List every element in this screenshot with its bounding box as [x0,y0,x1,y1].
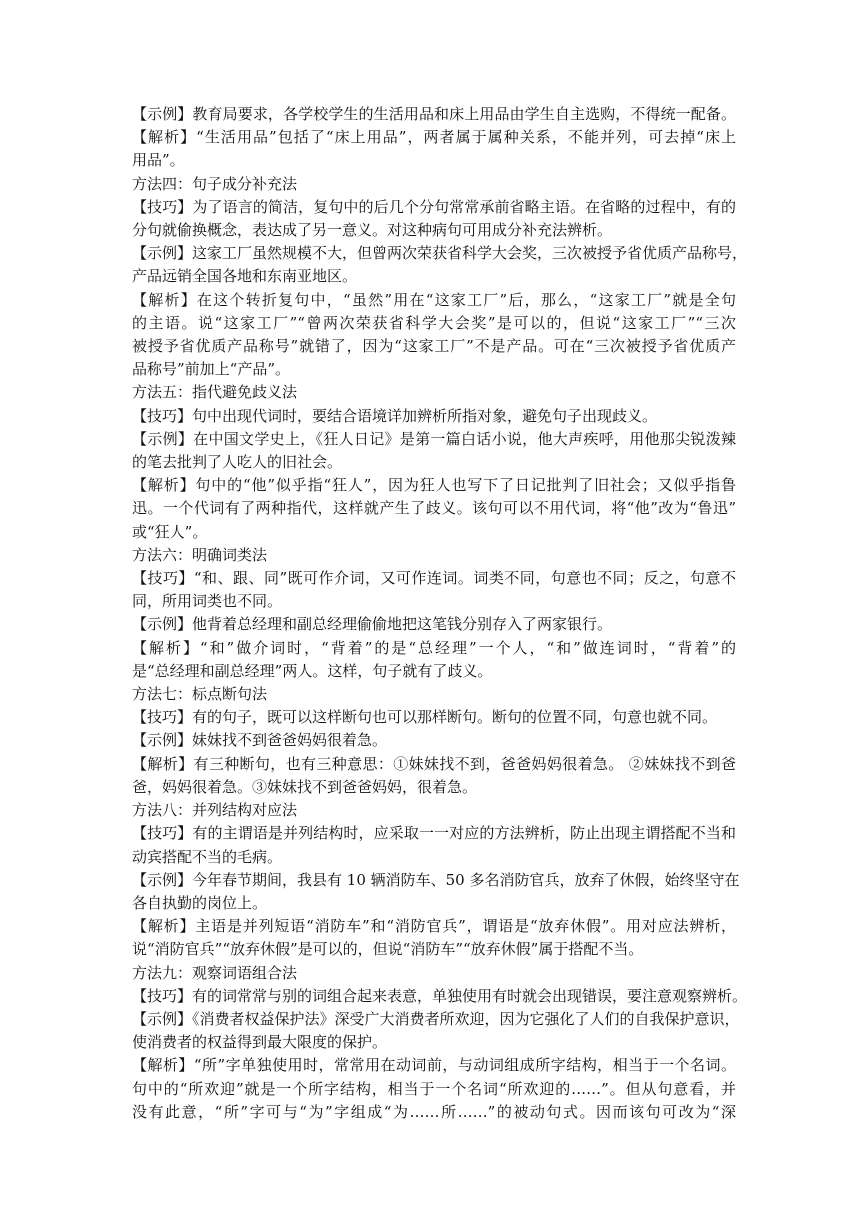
text-line: 分句就偷换概念，表达成了另一意义。对这种病句可用成分补充法辨析。 [132,221,613,240]
method-heading: 方法九：观察词语组合法 [132,963,298,982]
text-line: 产品远销全国各地和东南亚地区。 [132,267,358,286]
text-line: 说“消防官兵”“放弃休假”是可以的，但说“消防车”“放弃休假”属于搭配不当。 [132,940,644,959]
text-line: 用品”。 [132,151,185,170]
method-heading: 方法八：并列结构对应法 [132,801,298,820]
text-line: 动宾搭配不当的毛病。 [132,847,283,866]
text-line: 【技巧】句中出现代词时，要结合语境详加辨析所指对象，避免句子出现歧义。 [132,406,658,425]
text-line: 【技巧】为了语言的简洁，复句中的后几个分句常常承前省略主语。在省略的过程中，有的 [132,197,736,216]
text-line: 【技巧】有的主谓语是并列结构时，应采取一一对应的方法辨析，防止出现主谓搭配不当和 [132,824,736,843]
method-heading: 方法四：句子成分补充法 [132,174,298,193]
text-line: 【解析】“生活用品”包括了“床上用品”，两者属于属种关系，不能并列，可去掉“床上 [132,128,736,147]
text-line: 【示例】妹妹找不到爸爸妈妈很着急。 [132,731,388,750]
text-line: 【示例】这家工厂虽然规模不大，但曾两次荣获省科学大会奖，三次被授予省优质产品称号， [132,244,748,263]
text-line: 【示例】在中国文学史上，《狂人日记》是第一篇白话小说，他大声疾呼，用他那尖锐泼辣 [132,429,736,448]
text-line: 的主语。说“这家工厂”“曾两次荣获省科学大会奖”是可以的，但说“这家工厂”“三次 [132,313,736,332]
text-line: 同，所用词类也不同。 [132,592,283,611]
text-line: 【解析】“和”做介词时，“背着”的是“总经理”一个人，“和”做连词时，“背着”的 [132,638,736,657]
text-line: 【技巧】有的句子，既可以这样断句也可以那样断句。断句的位置不同，句意也就不同。 [132,708,718,727]
text-line: 【技巧】有的词常常与别的词组合起来表意，单独使用有时就会出现错误，要注意观察辨析。 [132,986,748,1005]
text-line: 没有此意，“所”字可与“为”字组成“为……所……”的被动句式。因而该句可改为“深 [132,1102,736,1121]
method-heading: 方法五：指代避免歧义法 [132,383,298,402]
text-line: 【解析】有三种断句，也有三种意思：①妹妹找不到，爸爸妈妈很着急。 ②妹妹找不到爸 [132,754,736,773]
text-line: 迅。一个代词有了两种指代，这样就产生了歧义。该句可以不用代词，将“他”改为“鲁迅” [132,499,736,518]
text-line: 【示例】《消费者权益保护法》深受广大消费者所欢迎，因为它强化了人们的自我保护意识， [132,1009,740,1028]
text-line: 被授予省优质产品称号”就错了，因为“这家工厂”不是产品。可在“三次被授予省优质产 [132,337,736,356]
method-heading: 方法六：明确词类法 [132,545,268,564]
text-line: 爸，妈妈很着急。③妹妹找不到爸爸妈妈，很着急。 [132,777,478,796]
text-line: 【示例】他背着总经理和副总经理偷偷地把这笔钱分别存入了两家银行。 [132,615,613,634]
text-line: 【示例】今年春节期间，我县有 10 辆消防车、50 多名消防官兵，放弃了休假，始终坚守在 [132,870,740,889]
method-heading: 方法七：标点断句法 [132,685,268,704]
text-line: 【示例】教育局要求，各学校学生的生活用品和床上用品由学生自主选购，不得统一配备。 [132,105,736,123]
text-line: 【解析】在这个转折复句中，“虽然”用在“这家工厂”后，那么，“这家工厂”就是全句 [132,290,736,309]
text-line: 是“总经理和副总经理”两人。这样，句子就有了歧义。 [132,661,493,680]
text-line: 【技巧】“和、跟、同”既可作介词，又可作连词。词类不同，句意也不同；反之，句意不 [132,569,736,588]
text-line: 【解析】主语是并列短语“消防车”和“消防官兵”，谓语是“放弃休假”。用对应法辨析， [132,917,736,936]
text-line: 【解析】句中的“他”似乎指“狂人”，因为狂人也写下了日记批判了旧社会；又似乎指鲁 [132,476,736,495]
text-line: 的笔去批判了人吃人的旧社会。 [132,453,343,472]
text-line: 使消费者的权益得到最大限度的保护。 [132,1033,388,1052]
text-line: 或“狂人”。 [132,522,208,541]
text-line: 【解析】“所”字单独使用时，常常用在动词前，与动词组成所字结构，相当于一个名词。 [132,1056,736,1075]
text-line: 品称号”前加上“产品”。 [132,360,291,379]
text-line: 各自执勤的岗位上。 [132,893,268,912]
text-line: 句中的“所欢迎”就是一个所字结构，相当于一个名词“所欢迎的……”。但从句意看，并 [132,1079,736,1098]
